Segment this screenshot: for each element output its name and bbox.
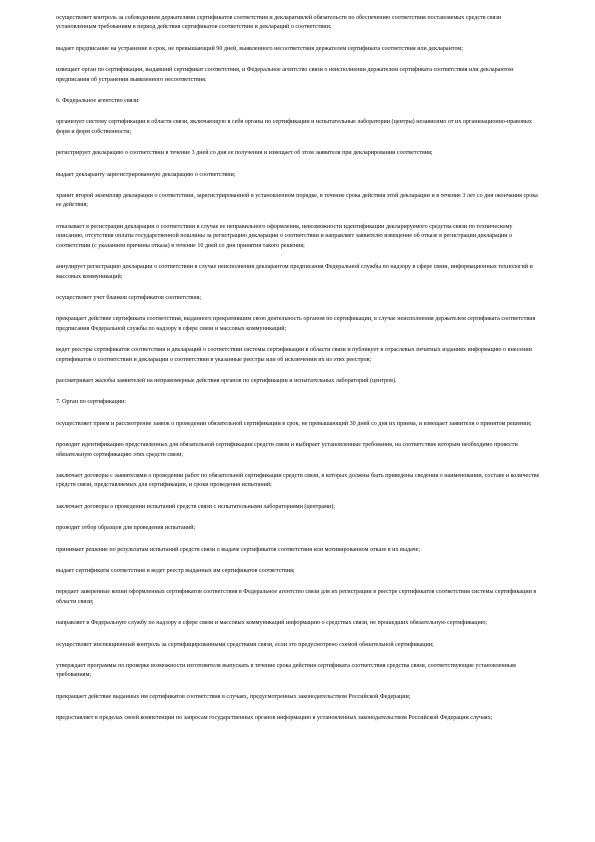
paragraph-notify-body: извещает орган по сертификации, выдавший сертификат соответствия, и Федеральное агентство связи о неисполнении держателем сертификата соответствия или декларантом предписания об устранении выявленного несоответствия. (56, 67, 513, 83)
paragraph-annul-registration: аннулирует регистрацию декларации о соответствии в случае неисполнения декларантом предписания Федеральной службы по надзору в сфере связи, информационных технологий и массовых коммуникаций; (56, 264, 533, 280)
paragraph-accept-applications: осуществляет прием и рассмотрение заявок о проведении обязательной сертификации в срок, не превышающий 30 дней со дня их приема, и извещает заявителя о принятом решении; (56, 420, 532, 427)
paragraph-terminate-issued: прекращает действие выданных им сертификатов соответствия в случаях, предусмотренных законодательством Российской Федерации; (56, 693, 411, 700)
paragraph-register-declaration: регистрирует декларацию о соответствии в течение 3 дней со дня ее получения и извещает об этом заявителя при декларировании соответствия; (56, 150, 433, 157)
section-heading-6: 6. Федеральное агентство связи: (56, 98, 140, 105)
paragraph-issue-certificates: выдает сертификаты соответствия и ведет реестр выданных им сертификатов соответствия; (56, 568, 295, 574)
paragraph-store-copy: хранит второй экземпляр декларации о соответствии, зарегистрированной в установленном порядке, в течение срока действия этой декларации и в течение 3 лет со дня окончания срока ее действия; (56, 193, 538, 209)
paragraph-identify-means: проводит идентификацию представленных для обязательной сертификации средств связи и выбирает установленные требования, на соответствие которым необходимо провести обязательную сертификацию этих средств связи; (56, 442, 518, 458)
section-heading-7: 7. Орган по сертификации: (56, 399, 126, 406)
paragraph-review-complaints: рассматривает жалобы заявителей на неправомерные действия органов по сертификации и испытательных лабораторий (центров). (56, 377, 397, 384)
paragraph-account-forms: осуществляет учет бланков сертификатов соответствия; (56, 294, 202, 301)
paragraph-transfer-copies: передает заверенные копии оформленных сертификатов соответствия в Федеральное агентство связи для их регистрации в реестре сертификатов соответствия системы сертификации в области связи; (56, 589, 537, 605)
paragraph-inspection-control: осуществляет инспекционный контроль за сертифицированными средствами связи, если это предусмотрено схемой обязательной сертификации; (56, 641, 434, 648)
paragraph-issue-declaration: выдает декларанту зарегистрированную декларацию о соответствии; (56, 171, 236, 178)
paragraph-decide-results: принимает решение по результатам испытаний средств связи о выдаче сертификатов соответствия или мотивированном отказе в их выдаче; (56, 546, 421, 553)
paragraph-maintain-registers: ведет реестры сертификатов соответствия и деклараций о соответствии системы сертификации в области связи и публикует в отраслевых печатных изданиях информацию о внесении сертификатов о соответствии и декларации о соответствии в указанные реестры или об исключении их из этих реестров; (56, 347, 532, 363)
paragraph-approve-programs: утверждает программы по проверке возможности изготовителя выпускать в течение срока действия сертификата соответствия средства связи, соответствующие установленным требованиям; (56, 663, 516, 679)
paragraph-issue-order: выдает предписание на устранение в срок, не превышающий 90 дней, выявленного несоответствия держателем сертификата соответствия или декларантом; (56, 45, 463, 52)
paragraph-control-compliance: осуществляет контроль за соблюдением держателями сертификатов соответствия и декларативлей обязательств по обеспечению соответствия поставляемых средств связи установленным требованиям в период действия сертификатов соответствия и деклараций о соответствии; (56, 15, 502, 31)
paragraph-organize-system: организует систему сертификации в области связи, включающую в себя органы по сертификации и испытательные лаборатории (центры) независимо от их организационно-правовых форм и форм собственности; (56, 119, 532, 135)
paragraph-refuse-registration: отказывает в регистрации декларации о соответствии в случае ее неправильного оформления, невозможности идентификации декларируемого средства связи по техническому описанию, отсутствия оплаты государственной пошлины за регистрацию декларации о соответствии и направляет заявителю извещение об отказе в регистрации декларации о соответствии (с указанием причины отказа) в течение 10 дней со дня принятия такого решения; (56, 223, 513, 249)
paragraph-select-samples: проводит отбор образцов для проведения испытаний; (56, 525, 196, 532)
paragraph-terminate-certificate: прекращает действие сертификата соответствия, выданного прекратившим свою деятельность органом по сертификации, в случае неисполнения держателем сертификата соответствия предписания Федеральной службы по надзору в сфере связи и массовых коммуникаций; (56, 316, 536, 332)
paragraph-contracts-labs: заключает договоры о проведении испытаний средств связи с испытательными лабораториями (центрами); (56, 503, 335, 510)
paragraph-send-information: направляет в Федеральную службу по надзору в сфере связи и массовых коммуникаций информацию о средствах связи, не прошедших обязательную сертификацию; (56, 620, 488, 627)
paragraph-conclude-contracts: заключает договоры с заявителями о проведении работ по обязательной сертификации средств связи, в которых должны быть приведены сведения о наименовании, составе и количестве средств связи, представляемых для сертификации, и сроки проведения испытаний; (56, 472, 540, 489)
paragraph-provide-information: предоставляет в пределах своей компетенции по запросам государственных органов информацию в установленных законодательством Российской Федерации случаях; (56, 715, 493, 722)
